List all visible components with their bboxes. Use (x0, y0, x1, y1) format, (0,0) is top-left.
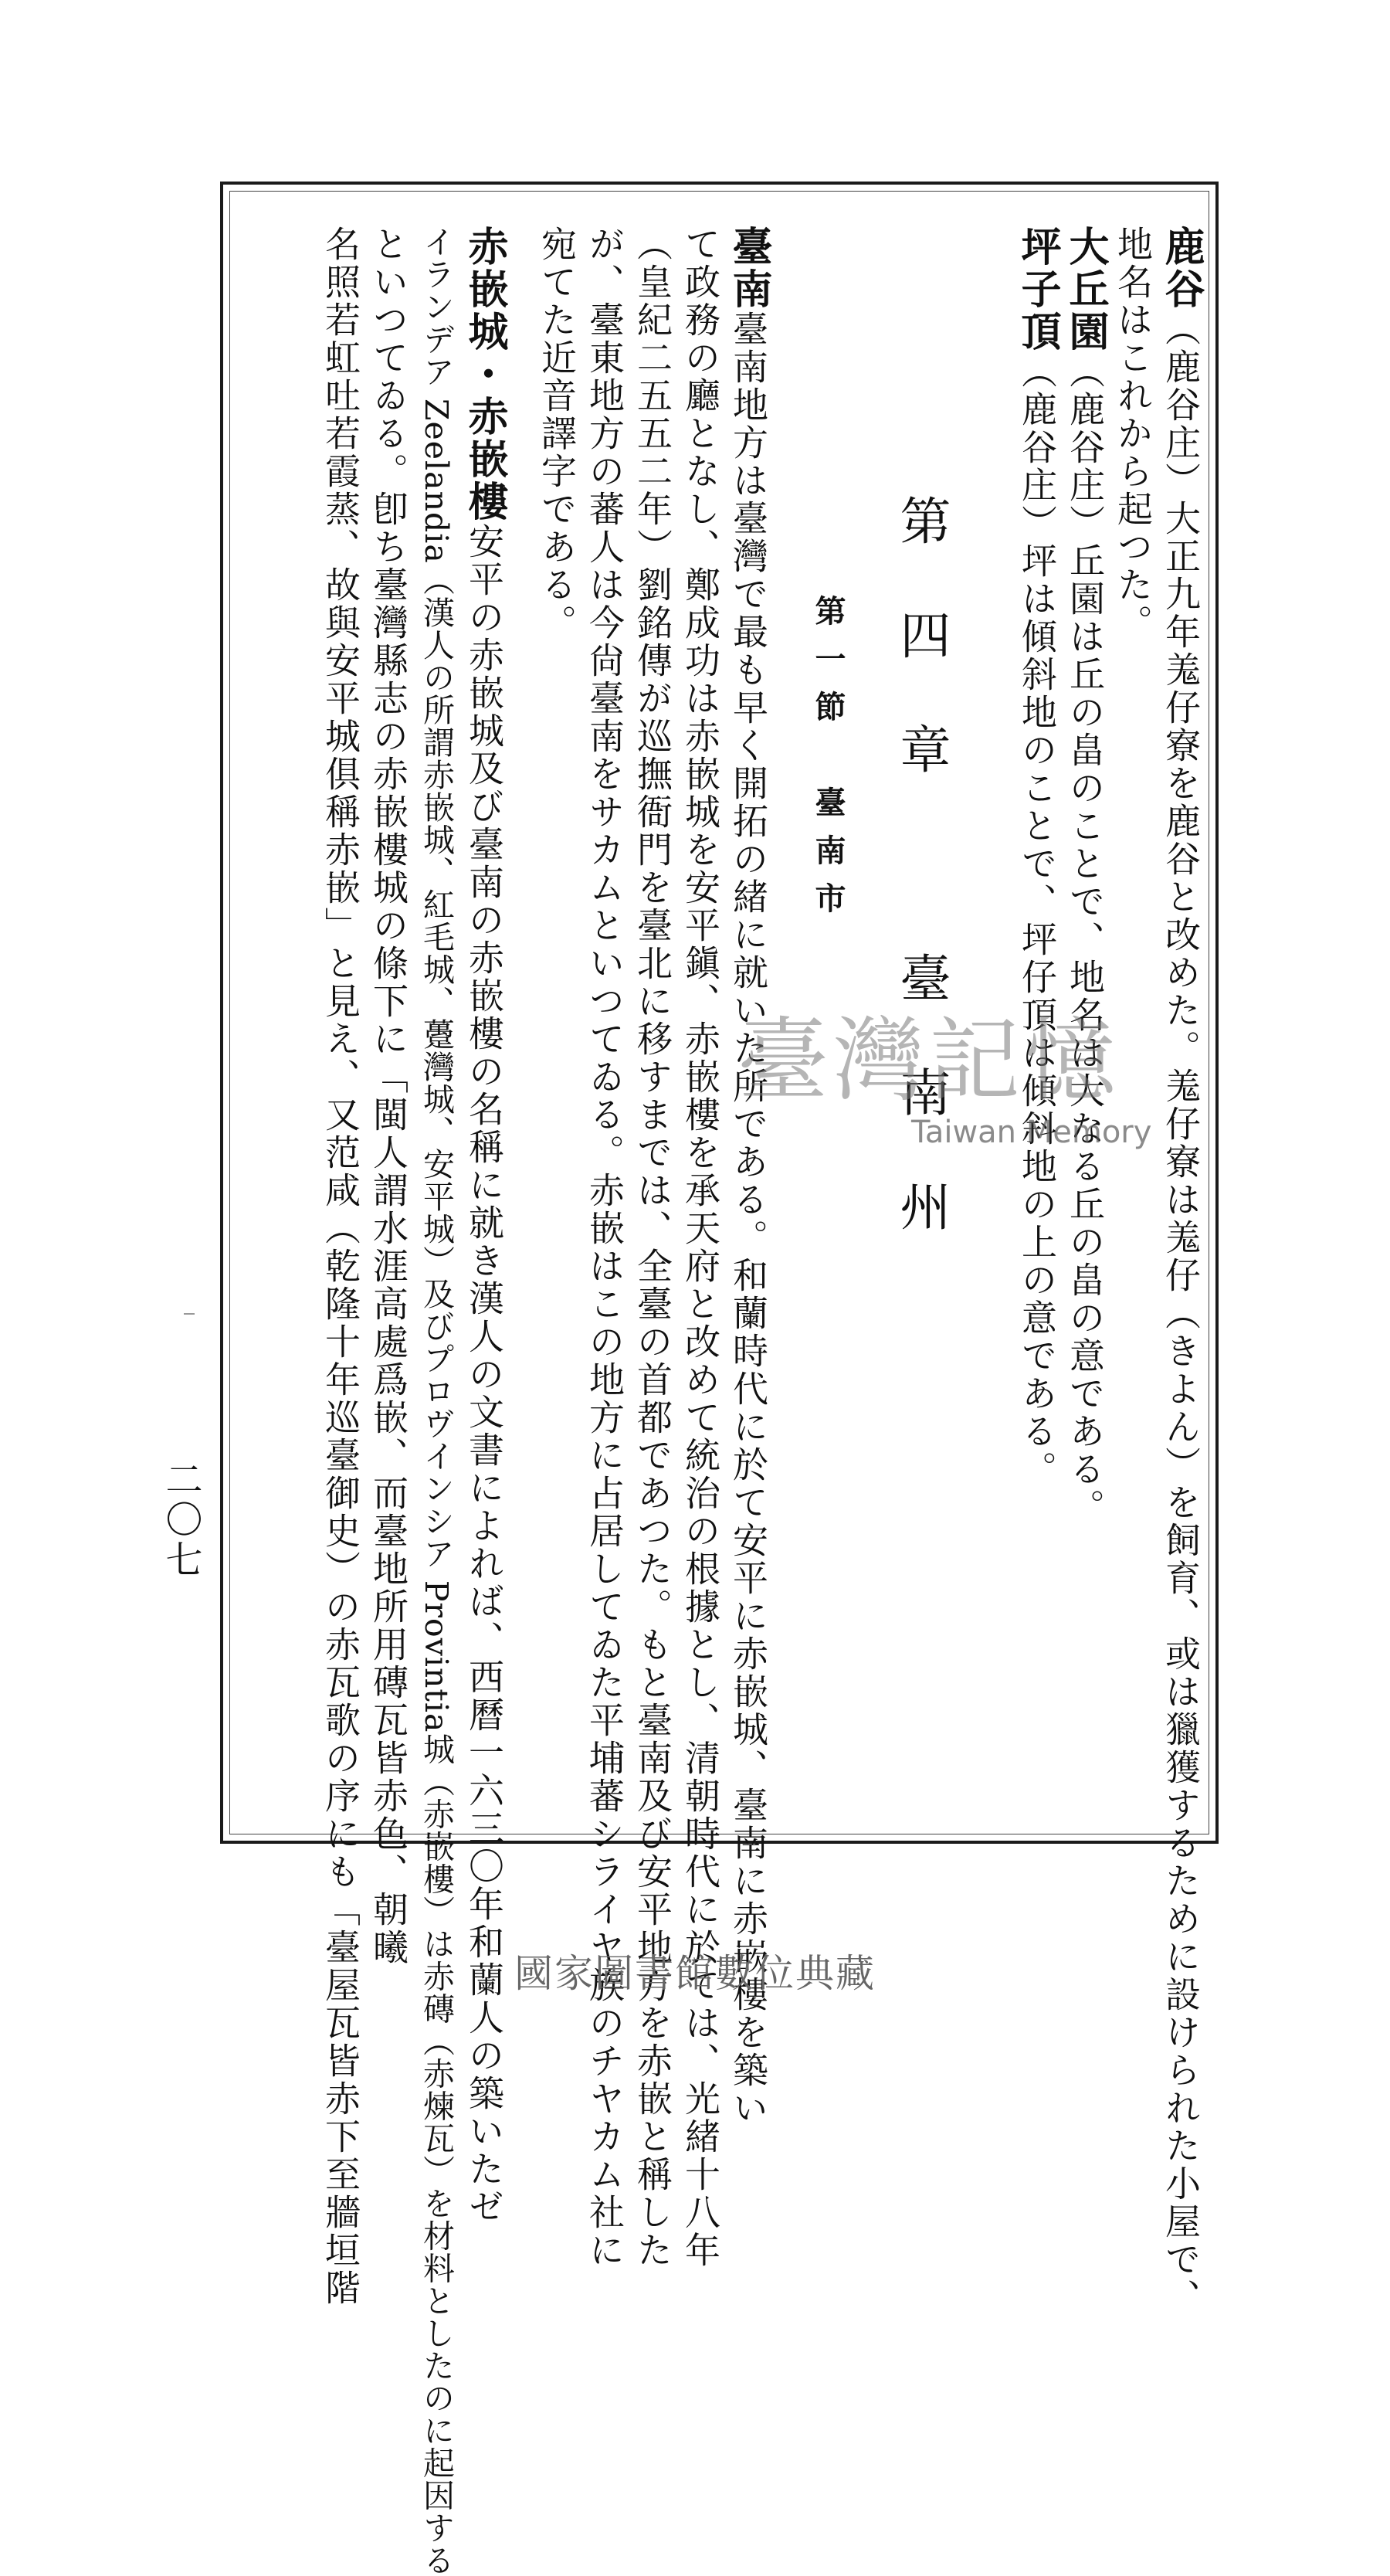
watermark-title: 臺灣記憶 (737, 1007, 1121, 1114)
text-column-9 (533, 226, 581, 642)
text-column-4 (1013, 226, 1061, 1488)
text-column-2 (1109, 226, 1157, 642)
column-text: 安平の赤嵌城及び臺南の赤嵌樓の名稱に就き漢人の文書によれば、西曆一六三〇年和蘭人の築いたゼ (463, 523, 505, 2226)
entry-heading-pingziding: 坪子頂 (1014, 226, 1061, 353)
column-text: 宛てた近音譯字である。 (536, 226, 578, 642)
margin-mark (184, 1313, 195, 1315)
text-column-10 (460, 226, 508, 2226)
watermark (737, 987, 1152, 1165)
text-column-11 (412, 226, 460, 2576)
chapter-title: 第四章 臺南州 (891, 494, 951, 1295)
column-text: 名照若虹吐若霞蒸、故與安平城俱稱赤嵌」と見え、又范咸（乾隆十年巡臺御史）の赤瓦歌の序にも「臺屋瓦皆赤下至牆垣階 (320, 226, 361, 2307)
column-text: （鹿谷庄）坪は傾斜地のことで、坪仔頂は傾斜地の上の意である。 (1016, 353, 1058, 1488)
entry-heading-chikan: 赤嵌城・赤嵌樓 (461, 226, 508, 523)
section-title: 第一節 臺南市 (810, 595, 846, 930)
column-text: て政務の廳となし、鄭成功は赤嵌城を安平鎭、赤嵌樓を承天府と改めて統治の根據とし、清朝時代に於ては、光緒十八年 (680, 226, 721, 2269)
column-text: イランデア Zeelandia（漢人の所謂赤嵌城、紅毛城、躉灣城、安平城）及びプロヴインシア Provintia城（赤嵌樓）は赤磚（赤煉瓦）を材料としたのに起因する (418, 226, 455, 2576)
watermark-subtitle: Taiwan Memory (911, 1115, 1152, 1150)
text-column-5 (724, 226, 772, 2127)
entry-heading-tainan: 臺南 (725, 226, 772, 311)
column-text: （皇紀二五五二年）劉銘傳が巡撫衙門を臺北に移すまでは、全臺の首都であつた。もと臺南及び安平地方を赤嵌と稱した (632, 226, 673, 2269)
text-column-1 (1157, 226, 1205, 2316)
footer-caption: 國家圖書館數位典藏 (514, 1951, 876, 1996)
column-text: （鹿谷庄）丘園は丘の畠のことで、地名は大なる丘の畠の意である。 (1064, 353, 1106, 1526)
text-column-12 (364, 226, 412, 1967)
entry-heading-daqiuyuan: 大丘園 (1062, 226, 1109, 353)
page-number: 二〇七 (159, 1460, 202, 1580)
column-text: 地名はこれから起つた。 (1112, 226, 1154, 642)
column-text: 臺南地方は臺灣で最も早く開拓の緒に就いた所である。和蘭時代に於て安平に赤嵌城、臺南に赤嵌樓を築い (727, 311, 769, 2127)
entry-heading-lugu: 鹿谷 (1158, 226, 1205, 311)
column-text: （鹿谷庄）大正九年羗仔寮を鹿谷と改めた。羗仔寮は羗仔（きよん）を飼育、或は獵獲するために設けられた小屋で、 (1160, 311, 1202, 2316)
column-text: が、臺東地方の蕃人は今尙臺南をサカムといつてゐる。赤嵌はこの地方に占居してゐた平埔蕃シライヤ族のチヤカム社に (584, 226, 626, 2269)
text-column-3 (1061, 226, 1109, 1526)
column-text: といつてゐる。卽ち臺灣縣志の赤嵌樓城の條下に「閩人謂水涯高處爲嵌、而臺地所用磚瓦皆赤色、朝曦 (368, 226, 409, 1967)
